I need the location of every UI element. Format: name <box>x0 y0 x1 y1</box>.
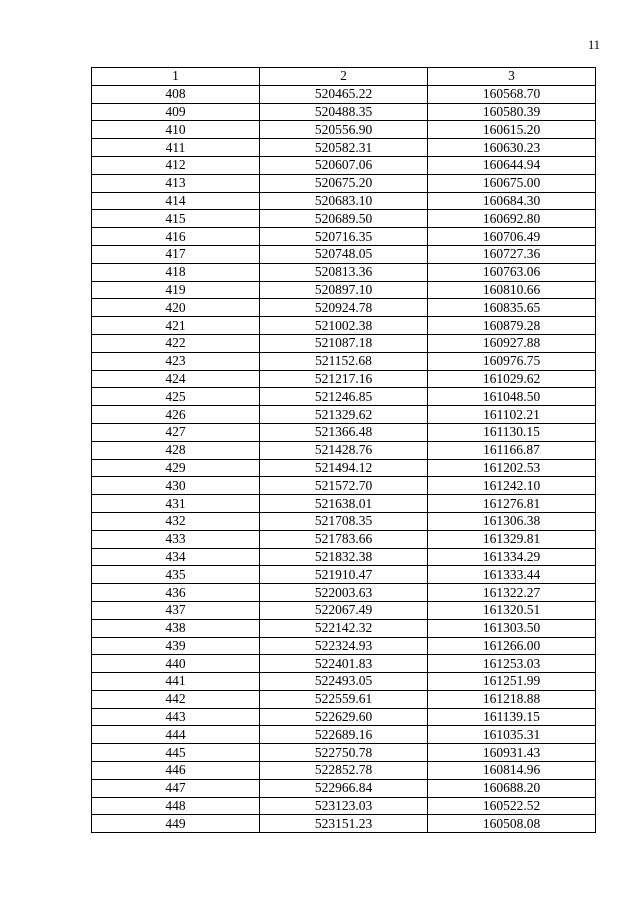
y-coordinate-cell: 161166.87 <box>428 441 596 459</box>
y-coordinate-cell: 160580.39 <box>428 103 596 121</box>
point-number-cell: 436 <box>92 584 260 602</box>
y-coordinate-cell: 161251.99 <box>428 673 596 691</box>
point-number-cell: 447 <box>92 779 260 797</box>
table-row <box>92 85 596 103</box>
x-coordinate-cell: 521708.35 <box>260 512 428 530</box>
x-coordinate-cell: 520582.31 <box>260 139 428 157</box>
table-row <box>92 228 596 246</box>
table-row <box>92 762 596 780</box>
table-row <box>92 601 596 619</box>
x-coordinate-cell: 522559.61 <box>260 690 428 708</box>
table-row <box>92 406 596 424</box>
y-coordinate-cell: 160814.96 <box>428 762 596 780</box>
y-coordinate-cell: 161333.44 <box>428 566 596 584</box>
table-row <box>92 174 596 192</box>
y-coordinate-cell: 161130.15 <box>428 423 596 441</box>
table-row <box>92 459 596 477</box>
point-number-cell: 408 <box>92 85 260 103</box>
y-coordinate-cell: 160675.00 <box>428 174 596 192</box>
y-coordinate-cell: 160522.52 <box>428 797 596 815</box>
table-row <box>92 192 596 210</box>
point-number-cell: 446 <box>92 762 260 780</box>
y-coordinate-cell: 161218.88 <box>428 690 596 708</box>
x-coordinate-cell: 522401.83 <box>260 655 428 673</box>
point-number-cell: 411 <box>92 139 260 157</box>
point-number-cell: 425 <box>92 388 260 406</box>
x-coordinate-cell: 521217.16 <box>260 370 428 388</box>
table-row <box>92 299 596 317</box>
point-number-cell: 426 <box>92 406 260 424</box>
point-number-cell: 437 <box>92 601 260 619</box>
table-row <box>92 317 596 335</box>
x-coordinate-cell: 520683.10 <box>260 192 428 210</box>
table-row <box>92 530 596 548</box>
x-coordinate-cell: 522067.49 <box>260 601 428 619</box>
table-row <box>92 726 596 744</box>
x-coordinate-cell: 520716.35 <box>260 228 428 246</box>
table-row <box>92 655 596 673</box>
table-row <box>92 370 596 388</box>
y-coordinate-cell: 160835.65 <box>428 299 596 317</box>
point-number-cell: 424 <box>92 370 260 388</box>
point-number-cell: 415 <box>92 210 260 228</box>
x-coordinate-cell: 520488.35 <box>260 103 428 121</box>
point-number-cell: 444 <box>92 726 260 744</box>
y-coordinate-cell: 161242.10 <box>428 477 596 495</box>
point-number-cell: 412 <box>92 156 260 174</box>
table-row <box>92 388 596 406</box>
column-header-1: 1 <box>92 68 260 86</box>
y-coordinate-cell: 160568.70 <box>428 85 596 103</box>
x-coordinate-cell: 521246.85 <box>260 388 428 406</box>
table-row <box>92 779 596 797</box>
table-row <box>92 423 596 441</box>
table-row <box>92 673 596 691</box>
y-coordinate-cell: 160706.49 <box>428 228 596 246</box>
y-coordinate-cell: 161334.29 <box>428 548 596 566</box>
table-header <box>92 68 596 86</box>
point-number-cell: 439 <box>92 637 260 655</box>
x-coordinate-cell: 520748.05 <box>260 245 428 263</box>
table-row <box>92 619 596 637</box>
table-row <box>92 548 596 566</box>
y-coordinate-cell: 160644.94 <box>428 156 596 174</box>
y-coordinate-cell: 161048.50 <box>428 388 596 406</box>
x-coordinate-cell: 520465.22 <box>260 85 428 103</box>
x-coordinate-cell: 522689.16 <box>260 726 428 744</box>
y-coordinate-cell: 160508.08 <box>428 815 596 833</box>
point-number-cell: 441 <box>92 673 260 691</box>
point-number-cell: 432 <box>92 512 260 530</box>
x-coordinate-cell: 522852.78 <box>260 762 428 780</box>
x-coordinate-cell: 521638.01 <box>260 495 428 513</box>
y-coordinate-cell: 161029.62 <box>428 370 596 388</box>
x-coordinate-cell: 522629.60 <box>260 708 428 726</box>
point-number-cell: 443 <box>92 708 260 726</box>
x-coordinate-cell: 521329.62 <box>260 406 428 424</box>
point-number-cell: 440 <box>92 655 260 673</box>
table-row <box>92 441 596 459</box>
x-coordinate-cell: 520689.50 <box>260 210 428 228</box>
y-coordinate-cell: 161139.15 <box>428 708 596 726</box>
point-number-cell: 435 <box>92 566 260 584</box>
y-coordinate-cell: 160630.23 <box>428 139 596 157</box>
point-number-cell: 442 <box>92 690 260 708</box>
x-coordinate-cell: 522966.84 <box>260 779 428 797</box>
x-coordinate-cell: 521832.38 <box>260 548 428 566</box>
x-coordinate-cell: 520556.90 <box>260 121 428 139</box>
x-coordinate-cell: 520924.78 <box>260 299 428 317</box>
y-coordinate-cell: 161102.21 <box>428 406 596 424</box>
y-coordinate-cell: 161329.81 <box>428 530 596 548</box>
table-row <box>92 584 596 602</box>
table-row <box>92 815 596 833</box>
page-number: 11 <box>587 38 600 52</box>
point-number-cell: 422 <box>92 334 260 352</box>
point-number-cell: 428 <box>92 441 260 459</box>
x-coordinate-cell: 521366.48 <box>260 423 428 441</box>
table-row <box>92 566 596 584</box>
table-row <box>92 245 596 263</box>
x-coordinate-cell: 521152.68 <box>260 352 428 370</box>
point-number-cell: 421 <box>92 317 260 335</box>
y-coordinate-cell: 161303.50 <box>428 619 596 637</box>
y-coordinate-cell: 160615.20 <box>428 121 596 139</box>
point-number-cell: 430 <box>92 477 260 495</box>
table-row <box>92 103 596 121</box>
y-coordinate-cell: 160810.66 <box>428 281 596 299</box>
y-coordinate-cell: 161306.38 <box>428 512 596 530</box>
table-row <box>92 637 596 655</box>
table-row <box>92 797 596 815</box>
table-row <box>92 690 596 708</box>
point-number-cell: 448 <box>92 797 260 815</box>
y-coordinate-cell: 160684.30 <box>428 192 596 210</box>
table-row <box>92 708 596 726</box>
y-coordinate-cell: 160727.36 <box>428 245 596 263</box>
table-row <box>92 352 596 370</box>
table-row <box>92 139 596 157</box>
table-row <box>92 156 596 174</box>
x-coordinate-cell: 521087.18 <box>260 334 428 352</box>
point-number-cell: 410 <box>92 121 260 139</box>
point-number-cell: 409 <box>92 103 260 121</box>
point-number-cell: 438 <box>92 619 260 637</box>
table-row <box>92 263 596 281</box>
x-coordinate-cell: 521002.38 <box>260 317 428 335</box>
x-coordinate-cell: 522493.05 <box>260 673 428 691</box>
x-coordinate-cell: 522003.63 <box>260 584 428 602</box>
point-number-cell: 433 <box>92 530 260 548</box>
point-number-cell: 445 <box>92 744 260 762</box>
y-coordinate-cell: 161322.27 <box>428 584 596 602</box>
x-coordinate-cell: 523123.03 <box>260 797 428 815</box>
point-number-cell: 431 <box>92 495 260 513</box>
point-number-cell: 418 <box>92 263 260 281</box>
x-coordinate-cell: 522324.93 <box>260 637 428 655</box>
y-coordinate-cell: 160763.06 <box>428 263 596 281</box>
table-row <box>92 281 596 299</box>
column-header-2: 2 <box>260 68 428 86</box>
table-row <box>92 121 596 139</box>
x-coordinate-cell: 522142.32 <box>260 619 428 637</box>
table-row <box>92 477 596 495</box>
y-coordinate-cell: 160879.28 <box>428 317 596 335</box>
point-number-cell: 423 <box>92 352 260 370</box>
table-row <box>92 334 596 352</box>
x-coordinate-cell: 521783.66 <box>260 530 428 548</box>
x-coordinate-cell: 523151.23 <box>260 815 428 833</box>
coordinates-table <box>91 67 596 833</box>
y-coordinate-cell: 160688.20 <box>428 779 596 797</box>
point-number-cell: 434 <box>92 548 260 566</box>
point-number-cell: 416 <box>92 228 260 246</box>
x-coordinate-cell: 521428.76 <box>260 441 428 459</box>
y-coordinate-cell: 160931.43 <box>428 744 596 762</box>
y-coordinate-cell: 160927.88 <box>428 334 596 352</box>
table-row <box>92 512 596 530</box>
y-coordinate-cell: 161266.00 <box>428 637 596 655</box>
x-coordinate-cell: 520675.20 <box>260 174 428 192</box>
y-coordinate-cell: 161276.81 <box>428 495 596 513</box>
column-header-3: 3 <box>428 68 596 86</box>
x-coordinate-cell: 521910.47 <box>260 566 428 584</box>
point-number-cell: 427 <box>92 423 260 441</box>
y-coordinate-cell: 161202.53 <box>428 459 596 477</box>
point-number-cell: 449 <box>92 815 260 833</box>
x-coordinate-cell: 521572.70 <box>260 477 428 495</box>
point-number-cell: 414 <box>92 192 260 210</box>
point-number-cell: 417 <box>92 245 260 263</box>
y-coordinate-cell: 161035.31 <box>428 726 596 744</box>
x-coordinate-cell: 520813.36 <box>260 263 428 281</box>
point-number-cell: 429 <box>92 459 260 477</box>
y-coordinate-cell: 160976.75 <box>428 352 596 370</box>
x-coordinate-cell: 520607.06 <box>260 156 428 174</box>
y-coordinate-cell: 160692.80 <box>428 210 596 228</box>
x-coordinate-cell: 522750.78 <box>260 744 428 762</box>
point-number-cell: 413 <box>92 174 260 192</box>
y-coordinate-cell: 161253.03 <box>428 655 596 673</box>
table-body <box>92 85 596 832</box>
table-row <box>92 495 596 513</box>
header-row <box>92 68 596 86</box>
table-row <box>92 210 596 228</box>
point-number-cell: 419 <box>92 281 260 299</box>
y-coordinate-cell: 161320.51 <box>428 601 596 619</box>
x-coordinate-cell: 520897.10 <box>260 281 428 299</box>
table-row <box>92 744 596 762</box>
point-number-cell: 420 <box>92 299 260 317</box>
x-coordinate-cell: 521494.12 <box>260 459 428 477</box>
